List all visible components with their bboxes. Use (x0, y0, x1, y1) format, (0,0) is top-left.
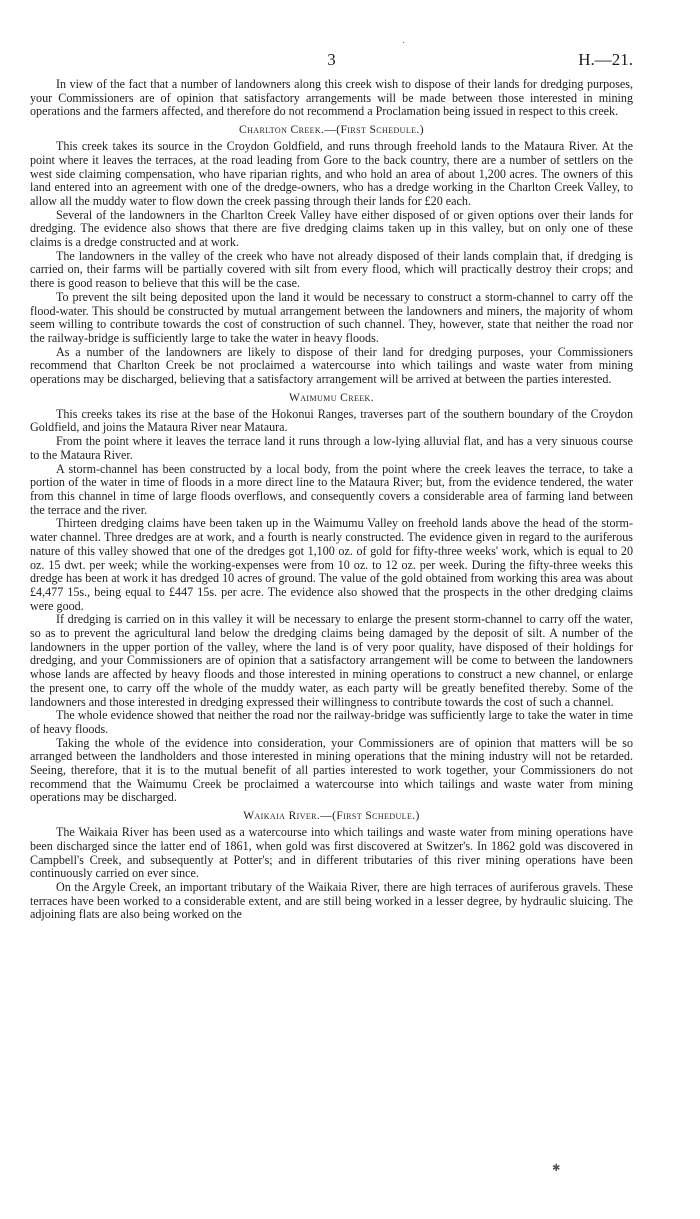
section-heading-schedule: .—(First Schedule.) (321, 124, 424, 137)
charlton-paragraph: As a number of the landowners are likely to dispose of their land for dredging purposes, your Commissioners recommend that Charlton Creek be not proclaimed a watercourse into which tailings and waste water from mining operations may be discharged, believing that a satisfactory arrangement will be arrived at between the parties interested. (30, 344, 633, 387)
waikaia-paragraph: On the Argyle Creek, an important tributary of the Waikaia River, there are high terraces of auriferous gravels. These terraces have been worked to a considerable extent, and are still being worked in a lesser degree, by hydraulic sluicing. The adjoining flats are also being worked on the (30, 879, 633, 922)
charlton-paragraph: Several of the landowners in the Charlton Creek Valley have either disposed of or given options over their lands for dredging. The evidence also shows that there are five dredging claims taken up in this valley, but on only one of these claims is a dredge constructed and at work. (30, 207, 633, 250)
intro-paragraph: In view of the fact that a number of landowners along this creek wish to dispose of their lands for dredging purposes, your Commissioners are of opinion that satisfactory arrangements will be made between those interested in mining operations and the farmers affected, and therefore do not recommend a Proclamation being issued in respect to this creek. (30, 77, 633, 119)
page-number: 3 (327, 50, 336, 69)
waikaia-paragraph: The Waikaia River has been used as a watercourse into which tailings and waste water from mining operations have been discharged since the latter end of 1861, when gold was first discovered at Switzer's. In 1862 gold was discovered in Campbell's Creek, and subsequently at Potter's; and in different tributaries of this river mining operations have been continuously carried on ever since. (30, 825, 633, 881)
section-heading-waikaia-river (30, 809, 633, 823)
section-heading-waimumu-creek (30, 391, 633, 405)
section-heading-name: Waimumu Creek (289, 391, 371, 404)
charlton-paragraph: The landowners in the valley of the creek who have not already disposed of their lands complain that, if dredging is carried on, their farms will be partially covered with silt from every flood, which will practically destroy their crops; and there is good reason to believe that this will be the case. (30, 248, 633, 291)
section-heading-name: Charlton Creek (239, 124, 322, 137)
charlton-paragraph: This creek takes its source in the Croydon Goldfield, and runs through freehold lands to the Mataura River. At the point where it leaves the terraces, at the road leading from Gore to the back country, there are a number of settlers on the west side claiming compensation, who have riparian rights, and who hold an area of about 1,200 acres. The owners of this land entered into an agreement with one of the dredge-owners, who has a dredge working in the Charlton Creek Valley, to allow all the muddy water to flow down the creek passing through their lands for £20 each. (30, 139, 633, 208)
section-heading-suffix: . (370, 391, 374, 404)
page-header (30, 50, 633, 78)
waimumu-paragraph: From the point where it leaves the terrace land it runs through a low-lying alluvial flat, and has a very sinuous course to the Mataura River. (30, 434, 633, 462)
section-heading-schedule: .—(First Schedule.) (316, 810, 420, 823)
scan-speck: · (402, 38, 406, 49)
waimumu-paragraph: Taking the whole of the evidence into consideration, your Commissioners are of opinion that matters will be so arranged between the landholders and those interested in mining operations that the mining industry will not be retarded. Seeing, therefore, that it is to the mutual benefit of all parties interested to work together, your Commissioners do not recommend that the Waimumu Creek be proclaimed a watercourse into which tailings and waste water from mining operations may be discharged. (30, 735, 633, 805)
waimumu-paragraph: Thirteen dredging claims have been taken up in the Waimumu Valley on freehold lands above the head of the storm-water channel. Three dredges are at work, and a fourth is nearly constructed. The evidence given in regard to the auriferous nature of this valley showed that one of the dredges got 1,100 oz. of gold for fifty-three weeks' work, which is equal to 20 oz. 15 dwt. per week; while the working-expenses were from 10 oz. to 12 oz. per week. During the fifty-three weeks this dredge has been at work it has dredged 10 acres of ground. The value of the gold obtained from working this area was about £4,477 15s., being equal to £447 15s. per acre. The evidence also showed that the prospects in the other dredging claims were good. (30, 516, 633, 613)
waimumu-paragraph: The whole evidence showed that neither the road nor the railway-bridge was sufficiently large to take the water in time of heavy floods. (30, 708, 633, 736)
waimumu-paragraph: This creeks takes its rise at the base of the Hokonui Ranges, traverses part of the southern boundary of the Croydon Goldfield, and joins the Mataura River near Mataura. (30, 406, 633, 435)
scan-speck: ✱ (552, 1163, 561, 1174)
waimumu-paragraph: A storm-channel has been constructed by a local body, from the point where the creek leaves the terrace, to take a portion of the water in time of floods in a more direct line to the Mataura River; but, from the evidence tendered, the water from this channel in time of large floods overflows, and consequently covers a considerable area of farming land between the terrace and the river. (30, 461, 633, 517)
document-page (30, 50, 633, 922)
parliamentary-paper-reference: H.—21. (578, 50, 633, 69)
section-heading-name: Waikaia River (243, 810, 317, 823)
charlton-paragraph: To prevent the silt being deposited upon the land it would be necessary to construct a storm-channel to carry off the flood-water. This should be constructed by mutual arrangement between the landowners and miners, the majority of whom seem willing to contribute towards the cost of construction of such channel. They, however, state that neither the road nor the railway-bridge is sufficiently large to take the water in heavy floods. (30, 289, 633, 345)
waimumu-paragraph: If dredging is carried on in this valley it will be necessary to enlarge the present storm-channel to carry off the water, so as to prevent the agricultural land below the dredging claims being damaged by the deposit of silt. A number of the landowners in the upper portion of the valley, where the land is of very poor quality, have disposed of their holdings for dredging, and your Commissioners are of opinion that a satisfactory arrangement will be come to between the landowners whose lands are affected by heavy floods and those interested in mining operations to construct a new channel, or enlarge the present one, to carry off the whole of the muddy water, as each party will be greatly benefited thereby. Some of the landowners and those interested in dredging expressed their willingness to contribute towards the cost of such a channel. (30, 612, 633, 709)
section-heading-charlton-creek (30, 123, 633, 137)
